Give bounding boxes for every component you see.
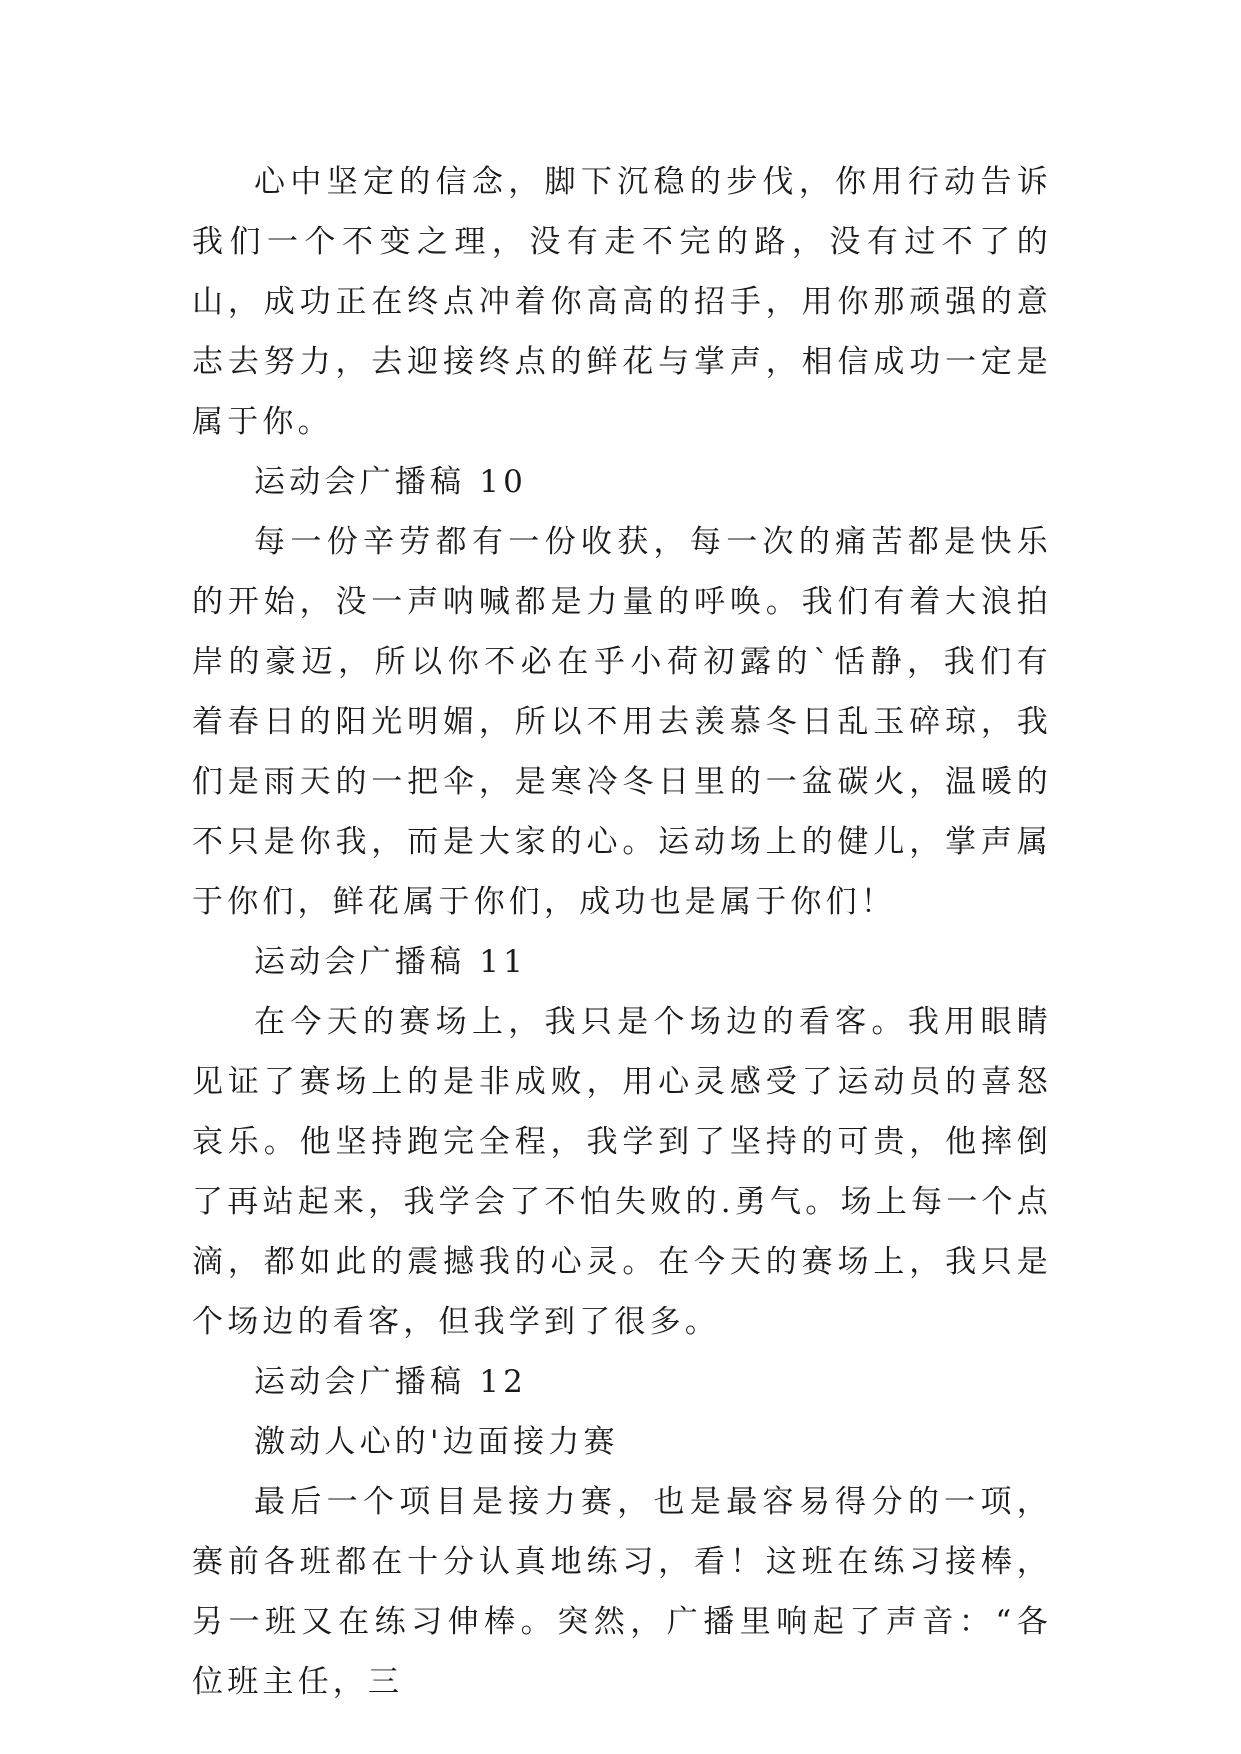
section-heading: 运动会广播稿 12 <box>254 1364 528 1400</box>
paragraph: 每一份辛劳都有一份收获，每一次的痛苦都是快乐的开始，没一声呐喊都是力量的呼唤。我们有着大浪拍岸的豪迈，所以你不必在乎小荷初露的`恬静，我们有着春日的阳光明媚，所以不用去羡慕冬日乱玉碎琼，我们是雨天的一把伞，是寒冷冬日里的一盆碳火，温暖的不只是你我，而是大家的心。运动场上的健儿，掌声属于你们，鲜花属于你们，成功也是属于你们！ <box>192 524 1052 920</box>
article-title: 激动人心的'边面接力赛 <box>254 1424 619 1460</box>
section-heading: 运动会广播稿 11 <box>254 944 528 980</box>
paragraph: 在今天的赛场上，我只是个场边的看客。我用眼睛见证了赛场上的是非成败，用心灵感受了运动员的喜怒哀乐。他坚持跑完全程，我学到了坚持的可贵，他摔倒了再站起来，我学会了不怕失败的.勇气。场上每一个点滴，都如此的震撼我的心灵。在今天的赛场上，我只是个场边的看客，但我学到了很多。 <box>192 1004 1052 1340</box>
document-body <box>192 152 1052 1712</box>
paragraph: 心中坚定的信念，脚下沉稳的步伐，你用行动告诉我们一个不变之理，没有走不完的路，没有过不了的山，成功正在终点冲着你高高的招手，用你那顽强的意志去努力，去迎接终点的鲜花与掌声，相信成功一定是属于你。 <box>192 164 1052 440</box>
section-heading: 运动会广播稿 10 <box>254 464 528 500</box>
paragraph: 最后一个项目是接力赛，也是最容易得分的一项，赛前各班都在十分认真地练习，看！这班在练习接棒，另一班又在练习伸棒。突然，广播里响起了声音：“各位班主任，三 <box>192 1484 1052 1700</box>
